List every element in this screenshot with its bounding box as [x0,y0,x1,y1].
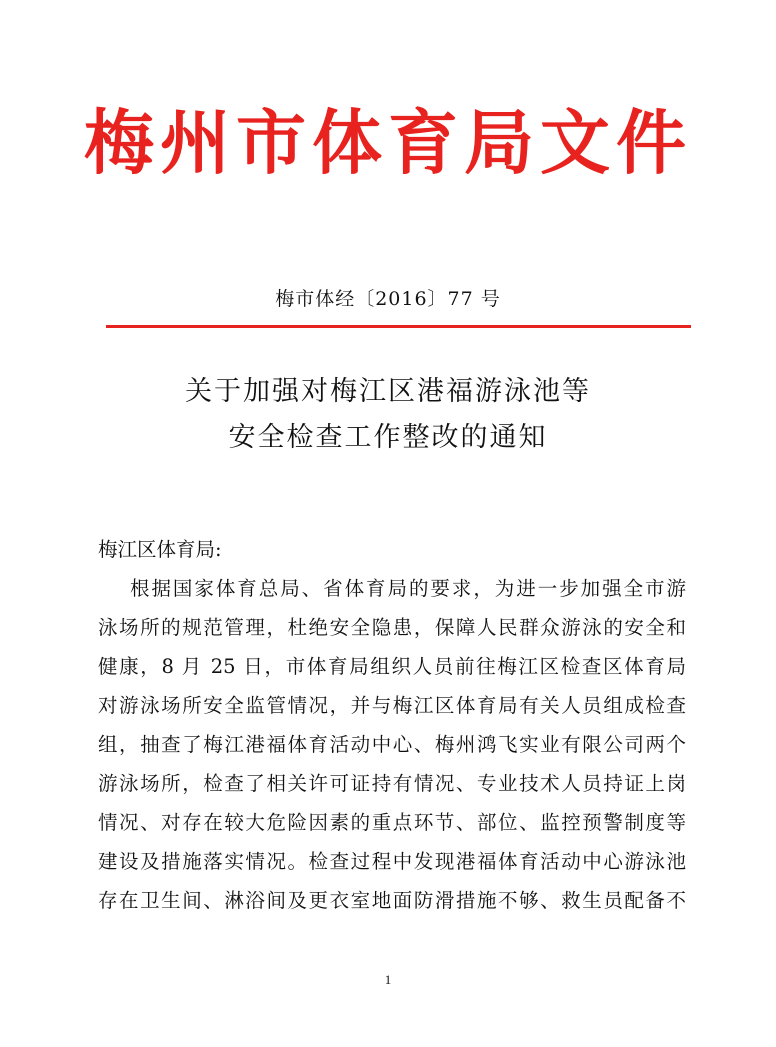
body-text-line: 健康，8 月 25 日，市体育局组织人员前往梅江区检查区体育局 [98,655,686,678]
notice-title-line-1: 关于加强对梅江区港福游泳池等 [185,376,591,407]
body-text-line: 组，抽查了梅江港福体育活动中心、梅州鸿飞实业有限公司两个 [98,733,686,756]
body-text-line: 泳场所的规范管理，杜绝安全隐患，保障人民群众游泳的安全和 [98,616,686,639]
salutation: 梅江区体育局: [98,538,222,561]
notice-title-line-2: 安全检查工作整改的通知 [228,422,548,453]
document-number: 梅市体经〔2016〕77 号 [275,288,501,310]
body-text-line: 建设及措施落实情况。检查过程中发现港福体育活动中心游泳池 [98,850,686,873]
body-text-line: 对游泳场所安全监管情况，并与梅江区体育局有关人员组成检查 [98,694,686,717]
body-text-line: 根据国家体育总局、省体育局的要求，为进一步加强全市游 [130,577,686,600]
red-divider-line [106,325,691,328]
body-text-line: 游泳场所，检查了相关许可证持有情况、专业技术人员持证上岗 [98,772,686,795]
body-text-line: 情况、对存在较大危险因素的重点环节、部位、监控预警制度等 [98,811,686,834]
body-text-line: 存在卫生间、淋浴间及更衣室地面防滑措施不够、救生员配备不 [98,889,686,912]
page-number: 1 [384,972,392,987]
masthead-title: 梅州市体育局文件 [84,101,692,184]
